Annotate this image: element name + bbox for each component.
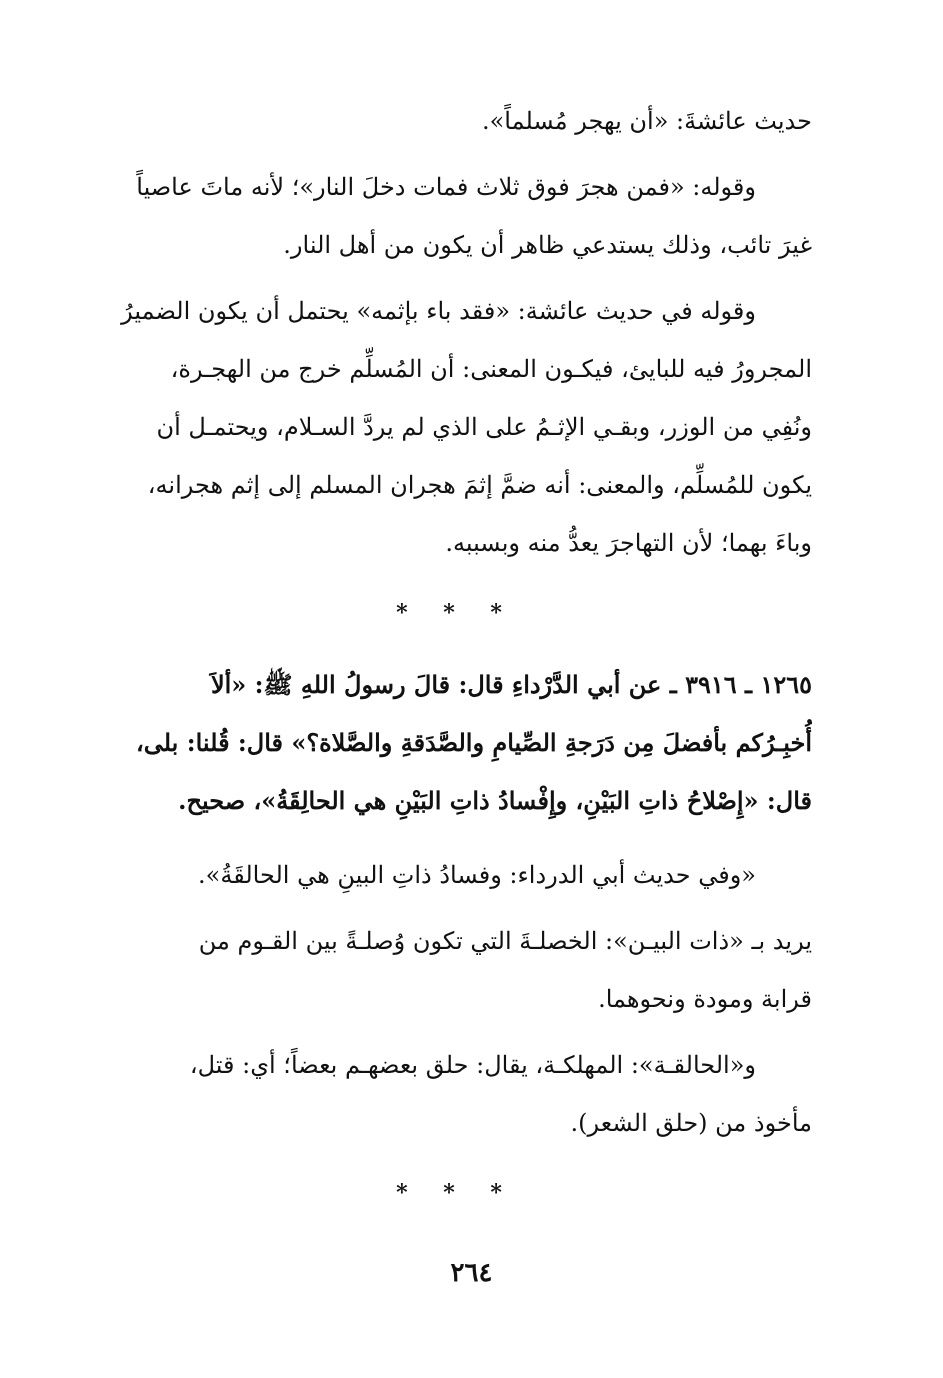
text-line: يريد بـ «ذات البيـن»: الخصلـةَ التي تكون وُصلـةً بين القـوم من [198, 927, 812, 955]
text-line: مأخوذ من (حلق الشعر). [570, 1109, 812, 1137]
hadith-line: قال: «إِصْلاحُ ذاتِ البَيْنِ، وإِفْسادُ ذاتِ البَيْنِ هي الحالِقَةُ»، صحيح. [178, 786, 812, 815]
text-line: يكون للمُسلِّم، والمعنى: أنه ضمَّ إثمَ هجران المسلم إلى إثم هجرانه، [147, 471, 812, 499]
text-line: المجرورُ فيه للبايئ، فيكـون المعنى: أن المُسلِّم خرج من الهجـرة، [170, 355, 812, 383]
text-line: و«الحالقـة»: المهلكـة، يقال: حلق بعضهـم بعضاً؛ أي: قتل، [189, 1051, 756, 1079]
text-line: وقوله: «فمن هجرَ فوق ثلاث فمات دخلَ النار»؛ لأنه ماتَ عاصياً [136, 173, 756, 201]
section-separator: * * * [396, 600, 516, 626]
text-line: قرابة ومودة ونحوهما. [598, 985, 812, 1013]
text-line: غيرَ تائب، وذلك يستدعي ظاهر أن يكون من أهل النار. [283, 231, 812, 259]
text-line: وقوله في حديث عائشة: «فقد باء بإثمه» يحتمل أن يكون الضميرُ [121, 297, 756, 325]
page-number: ٢٦٤ [450, 1258, 493, 1288]
text-line: ونُفِي من الوزر، وبقـي الإثـمُ على الذي لم يردَّ السـلام، ويحتمـل أن [156, 413, 812, 441]
page-body [100, 92, 812, 1236]
text-line: وباءَ بهما؛ لأن التهاجرَ يعدُّ منه وبسببه. [445, 529, 812, 557]
section-separator: * * * [396, 1180, 516, 1206]
hadith-line: ١٢٦٥ ـ ٣٩١٦ ـ عن أبي الدَّرْداءِ قال: قالَ رسولُ اللهِ ﷺ: «ألاَ [210, 670, 812, 699]
text-line: حديث عائشةَ: «أن يهجر مُسلماً». [481, 107, 812, 135]
text-line: «وفي حديث أبي الدرداء: وفسادُ ذاتِ البينِ هي الحالقَةُ». [198, 861, 756, 889]
hadith-line: أُخبِـرُكم بأفضلَ مِن دَرَجةِ الصِّيامِ والصَّدَقةِ والصَّلاة؟» قال: قُلنا: بلى، [135, 728, 812, 757]
